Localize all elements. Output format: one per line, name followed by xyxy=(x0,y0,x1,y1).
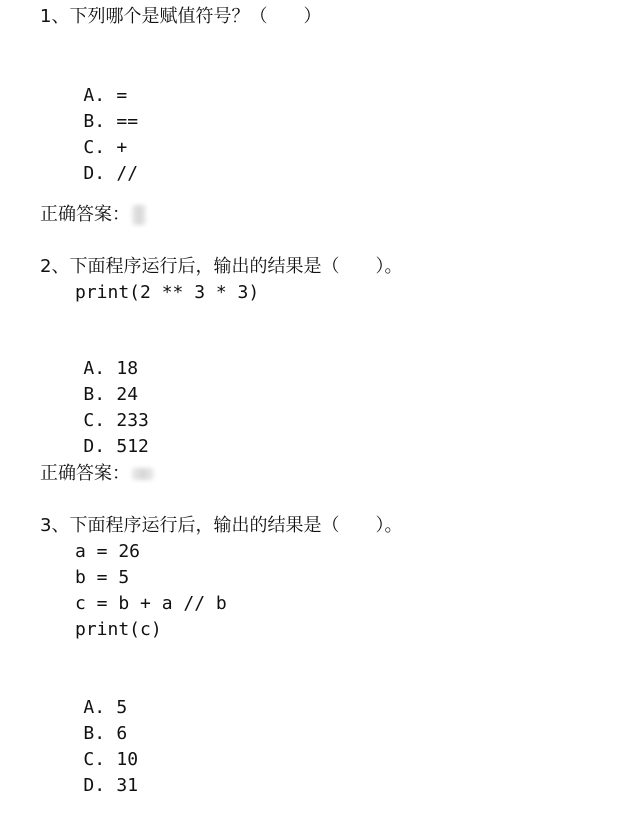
question-3-code-line: c = b + a // b xyxy=(75,593,227,614)
question-3-option-d xyxy=(40,747,139,796)
question-3-code-line: print(c) xyxy=(75,619,162,640)
option-letter: B. xyxy=(83,384,106,405)
option-text: 233 xyxy=(116,410,149,431)
question-3-option-a xyxy=(40,669,128,718)
option-letter: A. xyxy=(83,358,106,379)
option-letter: A. xyxy=(83,697,106,718)
question-2-answer-row xyxy=(40,461,154,487)
option-text: + xyxy=(116,137,128,158)
option-text: == xyxy=(116,111,139,132)
question-1-prompt: 1、下列哪个是赋值符号？（ ） xyxy=(40,6,322,27)
answer-redaction xyxy=(132,468,154,480)
question-1-option-a xyxy=(40,57,128,106)
question-2-option-a xyxy=(40,330,139,379)
option-letter: A. xyxy=(83,85,106,106)
question-2-option-c xyxy=(40,382,149,431)
question-3-code-line: a = 26 xyxy=(75,541,141,562)
option-text: 6 xyxy=(116,723,128,744)
answer-redaction xyxy=(132,205,146,225)
option-text: 24 xyxy=(116,384,139,405)
option-text: 18 xyxy=(116,358,139,379)
question-3-code-line: b = 5 xyxy=(75,567,130,588)
option-letter: D. xyxy=(83,163,106,184)
question-1-option-c xyxy=(40,109,128,158)
question-3-option-c xyxy=(40,721,139,770)
answer-label: 正确答案： xyxy=(40,463,130,484)
question-1-answer-row xyxy=(40,202,146,228)
option-text: // xyxy=(116,163,139,184)
question-2-prompt: 2、下面程序运行后，输出的结果是（ ）。 xyxy=(40,256,403,277)
question-2-option-b xyxy=(40,356,139,405)
question-1-option-d xyxy=(40,135,139,184)
option-letter: D. xyxy=(83,775,106,796)
option-letter: D. xyxy=(83,436,106,457)
option-text: 31 xyxy=(116,775,139,796)
option-letter: B. xyxy=(83,111,106,132)
option-letter: C. xyxy=(83,749,106,770)
option-text: 512 xyxy=(116,436,149,457)
answer-label: 正确答案： xyxy=(40,204,130,225)
option-letter: B. xyxy=(83,723,106,744)
option-letter: C. xyxy=(83,137,106,158)
option-letter: C. xyxy=(83,410,106,431)
question-3-option-b xyxy=(40,695,128,744)
option-text: 5 xyxy=(116,697,128,718)
question-2-option-d xyxy=(40,408,149,457)
question-2-code-line: print(2 ** 3 * 3) xyxy=(75,282,260,303)
option-text: 10 xyxy=(116,749,139,770)
question-1-option-b xyxy=(40,83,139,132)
option-text: = xyxy=(116,85,128,106)
question-3-prompt: 3、下面程序运行后，输出的结果是（ ）。 xyxy=(40,515,403,536)
